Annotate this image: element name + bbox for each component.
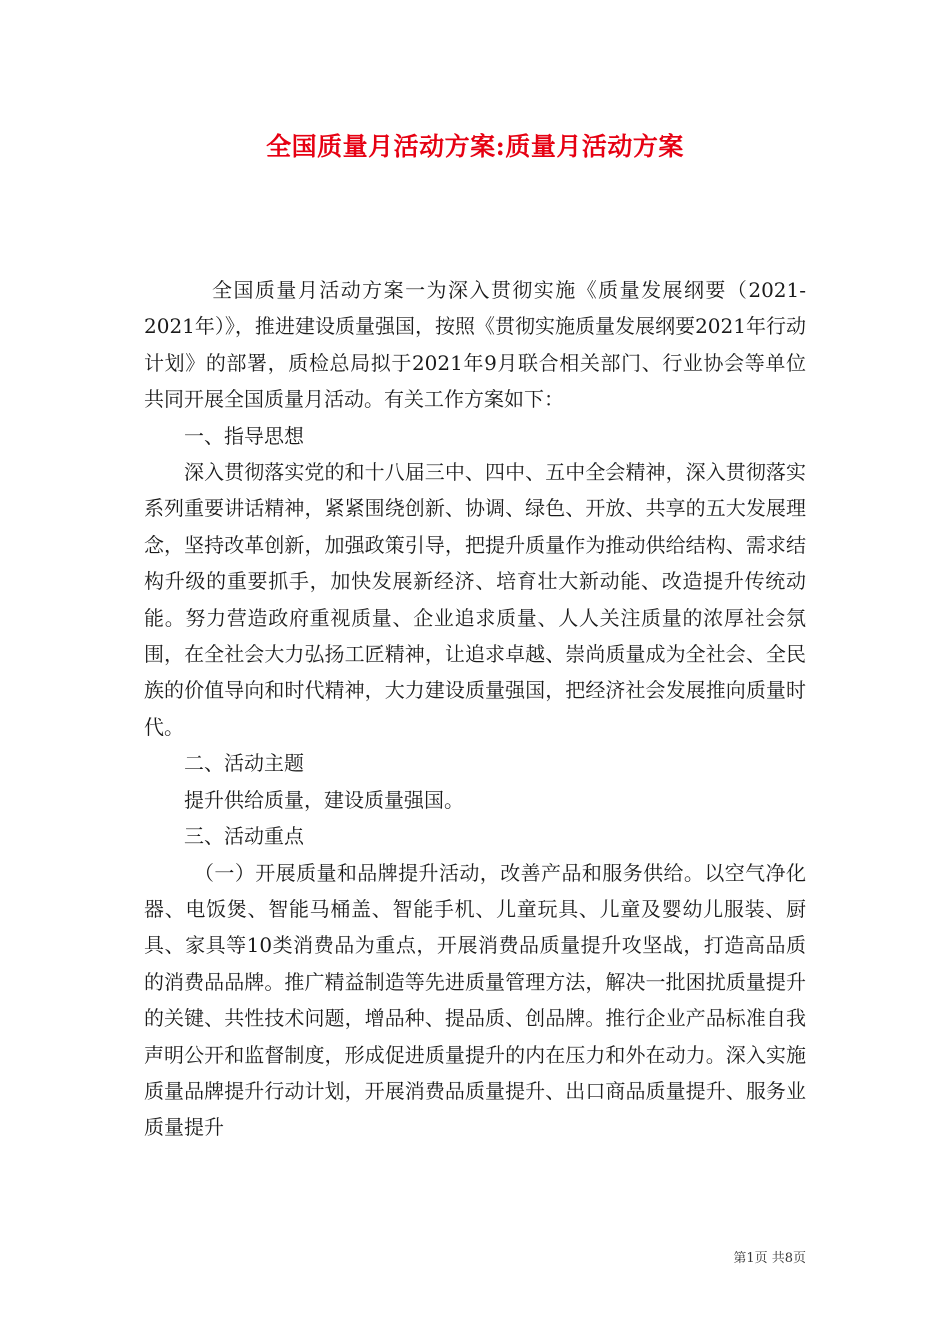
activity-focus-paragraph: （一）开展质量和品牌提升活动，改善产品和服务供给。以空气净化器、电饭煲、智能马桶盖、智能手机、儿童玩具、儿童及婴幼儿服装、厨具、家具等10类消费品为重点，开展消费品质量提升攻坚战，打造高品质的消费品品牌。推广精益制造等先进质量管理方法，解决一批困扰质量提升的关键、共性技术问题，增品种、提品质、创品牌。推行企业产品标准自我声明公开和监督制度，形成促进质量提升的内在压力和外在动力。深入实施质量品牌提升行动计划，开展消费品质量提升、出口商品质量提升、服务业质量提升 [144,860,806,1140]
document-title: 全国质量月活动方案:质量月活动方案 [266,132,684,161]
section-heading-activity-focus: 三、活动重点 [184,824,304,849]
activity-theme-paragraph: 提升供给质量，建设质量强国。 [184,787,464,812]
page-number: 第1页 共8页 [733,1251,806,1266]
document-body [144,272,806,1146]
section-heading-activity-theme: 二、活动主题 [184,751,304,776]
section-heading-guiding-ideology: 一、指导思想 [184,423,304,448]
intro-paragraph: 全国质量月活动方案一为深入贯彻实施《质量发展纲要（2021-2021年）》，推进建设质量强国，按照《贯彻实施质量发展纲要2021年行动计划》的部署，质检总局拟于2021年9月联合相关部门、行业协会等单位共同开展全国质量月活动。有关工作方案如下： [144,278,806,412]
guiding-ideology-paragraph: 深入贯彻落实党的和十八届三中、四中、五中全会精神，深入贯彻落实系列重要讲话精神，紧紧围绕创新、协调、绿色、开放、共享的五大发展理念，坚持改革创新，加强政策引导，把提升质量作为推动供给结构、需求结构升级的重要抓手，加快发展新经济、培育壮大新动能、改造提升传统动能。努力营造政府重视质量、企业追求质量、人人关注质量的浓厚社会氛围，在全社会大力弘扬工匠精神，让追求卓越、崇尚质量成为全社会、全民族的价值导向和时代精神，大力建设质量强国，把经济社会发展推向质量时代。 [144,460,806,739]
